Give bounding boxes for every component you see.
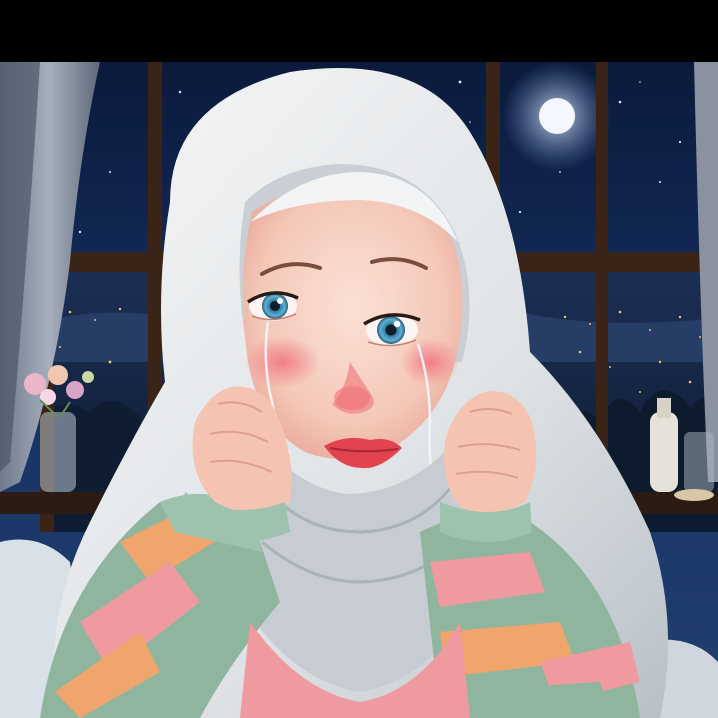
right-blush [400,338,460,386]
bedroom-night-scene [0,62,718,718]
scene-illustration [0,62,718,718]
moon [539,98,575,134]
left-blush [244,336,320,388]
